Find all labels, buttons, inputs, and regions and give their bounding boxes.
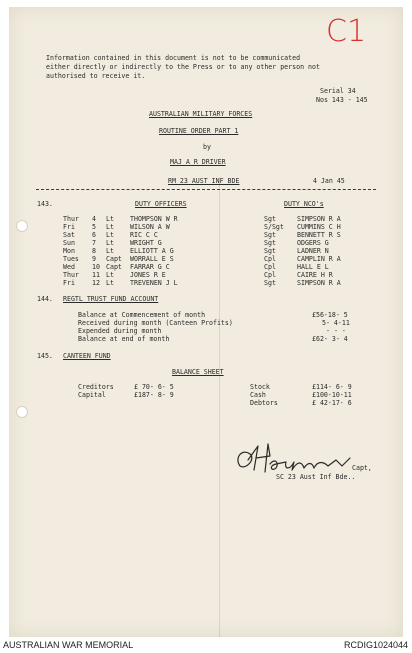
rank-cell: Lt	[106, 223, 114, 231]
account-amount: - - -	[326, 327, 346, 335]
asset-label: Stock	[250, 383, 270, 391]
nco-rank-cell: Cpl	[264, 255, 276, 263]
asset-amount: £ 42-17- 6	[312, 399, 352, 407]
nco-rank-cell: Sgt	[264, 231, 276, 239]
notice-line: either directly or indirectly to the Press or to any other person not	[46, 63, 320, 71]
by-line: by	[203, 143, 211, 151]
date-cell: 5	[92, 223, 96, 231]
nco-rank-cell: Sgt	[264, 239, 276, 247]
account-label: Expended during month	[78, 327, 162, 335]
date-cell: 4	[92, 215, 96, 223]
asset-label: Debtors	[250, 399, 278, 407]
nco-name-cell: CAMPLIN R A	[297, 255, 341, 263]
nco-rank-cell: Cpl	[264, 271, 276, 279]
date-cell: 12	[92, 279, 100, 287]
asset-amount: £114- 6- 9	[312, 383, 352, 391]
nco-name-cell: LADNER N	[297, 247, 329, 255]
section-number: 145.	[37, 352, 53, 360]
day-cell: Fri	[63, 223, 75, 231]
day-cell: Fri	[63, 279, 75, 287]
dashed-divider	[36, 189, 376, 190]
liability-label: Creditors	[78, 383, 114, 391]
liability-amount: £ 70- 6- 5	[134, 383, 174, 391]
nco-name-cell: SIMPSON R A	[297, 279, 341, 287]
nco-name-cell: CUMMINS C H	[297, 223, 341, 231]
date-cell: 10	[92, 263, 100, 271]
signatory-rank: Capt,	[352, 464, 372, 472]
trust-fund-title: REGTL TRUST FUND ACCOUNT	[63, 295, 159, 303]
duty-officers-header: DUTY OFFICERS	[135, 200, 187, 208]
rank-cell: Lt	[106, 231, 114, 239]
rank-cell: Lt	[106, 279, 114, 287]
nco-rank-cell: Cpl	[264, 263, 276, 271]
account-label: Received during month (Canteen Profits)	[78, 319, 233, 327]
officer-cell: TREVENEN J L	[130, 279, 178, 287]
account-label: Balance at end of month	[78, 335, 170, 343]
notice-line: Information contained in this document is not to be communicated	[46, 54, 301, 62]
signatory-unit: SC 23 Aust Inf Bde..	[276, 473, 356, 481]
rank-cell: Lt	[106, 215, 114, 223]
section-number: 143.	[37, 200, 53, 208]
rank-cell: Lt	[106, 239, 114, 247]
day-cell: Sat	[63, 231, 75, 239]
liability-amount: £187- 8- 9	[134, 391, 174, 399]
asset-label: Cash	[250, 391, 266, 399]
account-amount: £56-18- 5	[312, 311, 348, 319]
serial-numbers: Nos 143 - 145	[316, 96, 368, 104]
punch-hole	[16, 220, 28, 232]
officer-cell: WORRALL E S	[130, 255, 174, 263]
account-amount: 5- 4-11	[322, 319, 350, 327]
order-date: 4 Jan 45	[313, 177, 345, 185]
fold-crease	[219, 177, 220, 637]
notice-line: authorised to receive it.	[46, 72, 146, 80]
officer-cell: WILSON A W	[130, 223, 170, 231]
nco-name-cell: BENNETT R S	[297, 231, 341, 239]
officer-name: MAJ A R DRIVER	[170, 158, 226, 166]
date-cell: 7	[92, 239, 96, 247]
orders-heading: ROUTINE ORDER PART 1	[159, 127, 239, 135]
date-cell: 8	[92, 247, 96, 255]
rank-cell: Lt	[106, 271, 114, 279]
date-cell: 6	[92, 231, 96, 239]
asset-amount: £100-10-11	[312, 391, 352, 399]
account-amount: £62- 3- 4	[312, 335, 348, 343]
account-label: Balance at Commencement of month	[78, 311, 206, 319]
day-cell: Wed	[63, 263, 75, 271]
punch-hole	[16, 406, 28, 418]
org-heading: AUSTRALIAN MILITARY FORCES	[149, 110, 253, 118]
nco-rank-cell: Sgt	[264, 247, 276, 255]
day-cell: Thur	[63, 215, 79, 223]
officer-cell: RIC C C	[130, 231, 158, 239]
nco-name-cell: HALL E L	[297, 263, 329, 271]
date-cell: 11	[92, 271, 100, 279]
nco-rank-cell: S/Sgt	[264, 223, 284, 231]
nco-name-cell: CAIRE H R	[297, 271, 333, 279]
rank-cell: Capt	[106, 263, 122, 271]
nco-rank-cell: Sgt	[264, 215, 276, 223]
archive-name: AUSTRALIAN WAR MEMORIAL	[3, 640, 134, 650]
canteen-fund-title: CANTEEN FUND	[63, 352, 111, 360]
rank-cell: Lt	[106, 247, 114, 255]
day-cell: Mon	[63, 247, 75, 255]
unit-name: RM 23 AUST INF BDE	[168, 177, 240, 185]
rank-cell: Capt	[106, 255, 122, 263]
liability-label: Capital	[78, 391, 106, 399]
nco-name-cell: ODGERS G	[297, 239, 329, 247]
nco-rank-cell: Sgt	[264, 279, 276, 287]
day-cell: Tues	[63, 255, 79, 263]
officer-cell: THOMPSON W R	[130, 215, 178, 223]
officer-cell: FARRAR G C	[130, 263, 170, 271]
balance-sheet-title: BALANCE SHEET	[172, 368, 224, 376]
archive-stamp: C1	[326, 14, 367, 49]
section-number: 144.	[37, 295, 53, 303]
officer-cell: ELLIOTT A G	[130, 247, 174, 255]
duty-ncos-header: DUTY NCO's	[284, 200, 324, 208]
day-cell: Sun	[63, 239, 75, 247]
archive-footer	[0, 637, 412, 653]
day-cell: Thur	[63, 271, 79, 279]
officer-cell: JONES R E	[130, 271, 166, 279]
record-id: RCDIG1024044	[343, 640, 408, 650]
nco-name-cell: SIMPSON R A	[297, 215, 341, 223]
date-cell: 9	[92, 255, 96, 263]
serial-label: Serial 34	[320, 87, 356, 95]
officer-cell: WRIGHT G	[130, 239, 162, 247]
